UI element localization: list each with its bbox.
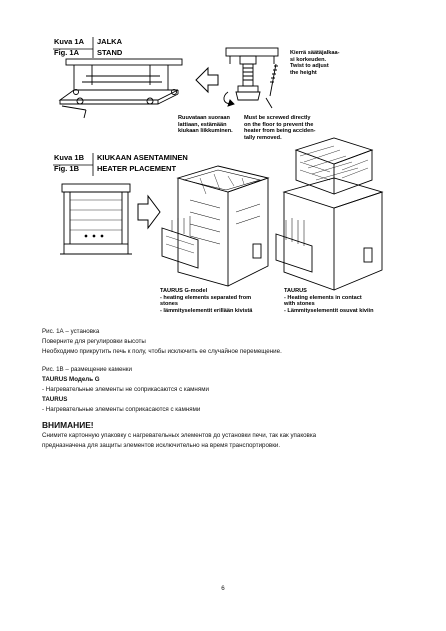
fig-1b-title-en: HEATER PLACEMENT bbox=[97, 164, 177, 173]
callout-floor-fi-line: kiukaan liikkuminen. bbox=[178, 128, 233, 135]
fig-1b-title-fi: KIUKAAN ASENTAMINEN bbox=[97, 153, 188, 162]
text-line: - Нагревательные элементы не соприкасаются с камнями bbox=[42, 385, 209, 393]
caption-g-model bbox=[160, 288, 252, 314]
fig-1b-fig: Fig. 1B bbox=[54, 164, 80, 173]
arrow-right-1b bbox=[138, 196, 160, 228]
text-line: - Нагревательные элементы соприкасаются с камнями bbox=[42, 405, 201, 413]
warning-line: Снимите картонную упаковку с нагревательных элементов до установки печи, так как упаковка bbox=[42, 432, 317, 440]
text-line: Рис. 1B – размещение каменки bbox=[42, 366, 132, 374]
callout-floor-en-line: Must be screwed directly bbox=[244, 115, 311, 121]
fig-1a-kuva: Kuva 1A bbox=[54, 37, 85, 46]
fig-1a-title-en: STAND bbox=[97, 48, 123, 57]
callout-floor-en-line: tally removed. bbox=[244, 134, 282, 141]
callout-floor-fi-line: lattiaan, estämään bbox=[178, 121, 227, 128]
callout-adjust-line: the height bbox=[290, 69, 317, 76]
adjust-foot-detail bbox=[224, 48, 278, 108]
callout-floor-en-line: on the floor to prevent the bbox=[244, 121, 314, 128]
warning-title: ВНИМАНИЕ! bbox=[42, 420, 94, 431]
callout-floor-fi-line: Ruuvataan suoraan bbox=[178, 115, 230, 121]
callout-adjust-line: Twist to adjust bbox=[290, 63, 329, 70]
caption-g-line: TAURUS G-model bbox=[160, 288, 208, 294]
text-line: Необходимо прикрутить печь к полу, чтобы исключить ее случайное перемещение. bbox=[42, 347, 282, 355]
caption-taurus bbox=[284, 288, 374, 314]
fig-1b-kuva: Kuva 1B bbox=[54, 153, 85, 162]
text-line-bold: TAURUS bbox=[42, 395, 68, 403]
callout-adjust-line: si korkeuden. bbox=[290, 56, 327, 63]
callout-adjust-height bbox=[290, 50, 339, 76]
arrow-left-1a bbox=[196, 68, 218, 92]
caption-g-line: - heating elements separated from bbox=[160, 294, 252, 301]
fig-1a-fig: Fig. 1A bbox=[54, 48, 80, 57]
callout-adjust-line: Kierrä säätäjalkaa- bbox=[290, 50, 340, 56]
stand-drawing bbox=[60, 59, 182, 118]
page-number: 6 bbox=[221, 585, 225, 592]
heater-front-view bbox=[60, 184, 132, 254]
text-line-bold: TAURUS Модель G bbox=[42, 376, 100, 384]
body-text bbox=[42, 327, 422, 451]
caption-t-line: with stones bbox=[284, 301, 315, 308]
warning-line: предназначена для защиты элементов исключительно на время транспортировки. bbox=[42, 442, 281, 450]
caption-t-line: - Heating elements in contact bbox=[284, 294, 362, 301]
callout-floor-fi bbox=[178, 115, 233, 135]
callout-floor-en-line: heater from being acciden- bbox=[244, 128, 316, 135]
text-line: Поверните для регулировки высоты bbox=[42, 337, 146, 345]
callout-floor-en bbox=[244, 115, 316, 141]
caption-t-line: TAURUS bbox=[284, 288, 307, 294]
fig-1a-title-fi: JALKA bbox=[97, 37, 123, 46]
caption-t-line: - Lämmityselementit osuvat kiviin bbox=[284, 307, 374, 314]
caption-g-line: stones bbox=[160, 301, 179, 308]
caption-g-line: - lämmityselementit erillään kivistä bbox=[160, 307, 253, 314]
heater-taurus-drawing bbox=[276, 138, 382, 290]
heater-g-model-drawing bbox=[162, 166, 268, 286]
text-line: Рис. 1А – установка bbox=[42, 328, 100, 335]
